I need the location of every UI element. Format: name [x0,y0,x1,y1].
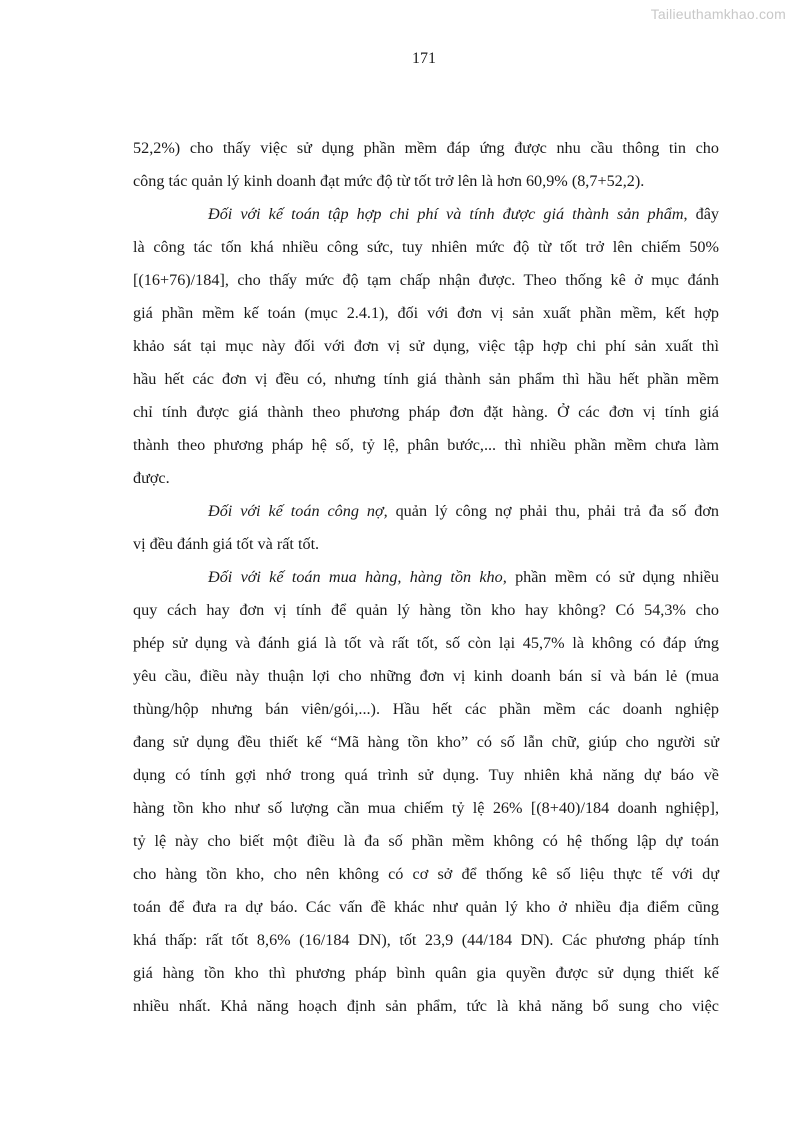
text-line: chỉ tính được giá thành theo phương pháp đơn đặt hàng. Ở các đơn vị tính giá [133,403,719,421]
text-line: toán để đưa ra dự báo. Các vấn đề khác như quản lý kho ở nhiều địa điểm cũng [133,898,719,916]
page-number: 171 [412,50,436,67]
text-line: tỷ lệ này cho biết một điều là đa số phần mềm không có hệ thống lập dự toán [133,832,719,850]
text-line: được. [133,469,170,487]
text-line: giá phần mềm kế toán (mục 2.4.1), đối với đơn vị sản xuất phần mềm, kết hợp [133,304,719,322]
text-line: nhiều nhất. Khả năng hoạch định sản phẩm, tức là khả năng bổ sung cho việc [133,997,719,1015]
text-line: thùng/hộp nhưng bán viên/gói,...). Hầu hết các phần mềm các doanh nghiệp [133,700,719,718]
text-line: phép sử dụng và đánh giá là tốt và rất tốt, số còn lại 45,7% là không có đáp ứng [133,634,719,652]
text-line: thành theo phương pháp hệ số, tỷ lệ, phân bước,... thì nhiều phần mềm chưa làm [133,436,719,454]
text-line: cho hàng tồn kho, cho nên không có cơ sở để thống kê số liệu thực tế với dự [133,865,719,883]
text-line: khảo sát tại mục này đối với đơn vị sử dụng, việc tập hợp chi phí sản xuất thì [133,337,719,355]
text-line: Đối với kế toán mua hàng, hàng tồn kho, phần mềm có sử dụng nhiều [208,568,719,586]
text-line: [(16+76)/184], cho thấy mức độ tạm chấp nhận được. Theo thống kê ở mục đánh [133,271,719,289]
body-text [133,132,719,1023]
text-line: giá hàng tồn kho thì phương pháp bình quân gia quyền được sử dụng thiết kế [133,964,719,982]
text-line: đang sử dụng đều thiết kế “Mã hàng tồn kho” có số lẫn chữ, giúp cho người sử [133,733,719,751]
text-line: quy cách hay đơn vị tính để quản lý hàng tồn kho hay không? Có 54,3% cho [133,601,719,619]
text-line: công tác quản lý kinh doanh đạt mức độ từ tốt trở lên là hơn 60,9% (8,7+52,2). [133,172,645,190]
text-line: vị đều đánh giá tốt và rất tốt. [133,535,320,553]
text-line: yêu cầu, điều này thuận lợi cho những đơn vị kinh doanh bán sỉ và bán lẻ (mua [133,667,719,685]
text-line: hầu hết các đơn vị đều có, nhưng tính giá thành sản phẩm thì hầu hết phần mềm [133,370,719,388]
watermark: Tailieuthamkhao.com [650,6,786,22]
text-line: Đối với kế toán công nợ, quản lý công nợ phải thu, phải trả đa số đơn [208,502,719,520]
text-line: là công tác tốn khá nhiều công sức, tuy nhiên mức độ từ tốt trở lên chiếm 50% [133,238,719,256]
text-line: hàng tồn kho như số lượng cần mua chiếm tỷ lệ 26% [(8+40)/184 doanh nghiệp], [133,799,719,817]
text-line: 52,2%) cho thấy việc sử dụng phần mềm đáp ứng được nhu cầu thông tin cho [133,139,719,157]
text-line: Đối với kế toán tập hợp chi phí và tính được giá thành sản phẩm, đây [208,205,719,223]
text-line: khá thấp: rất tốt 8,6% (16/184 DN), tốt 23,9 (44/184 DN). Các phương pháp tính [133,931,719,949]
text-line: dụng có tính gợi nhớ trong quá trình sử dụng. Tuy nhiên khả năng dự báo về [133,766,719,784]
